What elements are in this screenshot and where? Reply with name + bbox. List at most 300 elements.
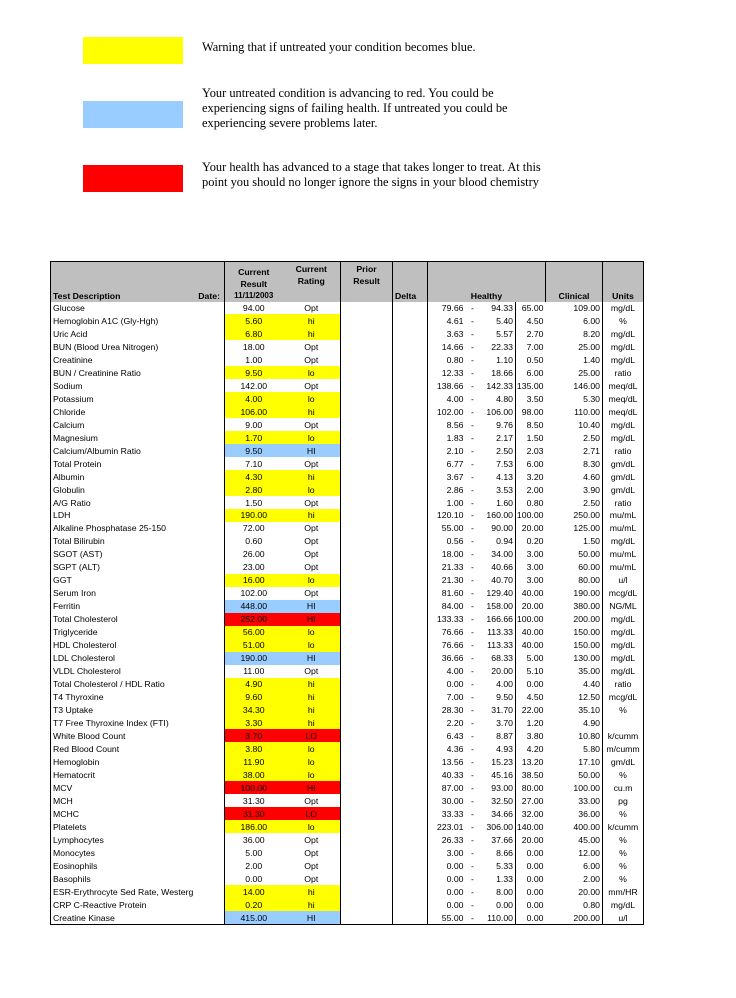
- healthy-low: 102.00: [436, 406, 464, 417]
- result-value: 106.00: [225, 405, 283, 418]
- header-units: Units: [603, 262, 644, 302]
- healthy-low: 138.66: [436, 380, 464, 391]
- units-value: mu/mL: [609, 562, 637, 573]
- rating-value: hi: [283, 405, 341, 418]
- clinical-high: 35.00: [558, 665, 603, 678]
- healthy-high: 18.66: [480, 366, 516, 379]
- result-value: 252.00: [225, 613, 283, 626]
- healthy-dash: -: [471, 445, 474, 456]
- table-row: [51, 327, 644, 340]
- rating-value: Opt: [283, 522, 341, 535]
- rating-value: Opt: [283, 833, 341, 846]
- clinical-low: 7.00: [526, 341, 544, 352]
- clinical-low: 0.80: [526, 497, 544, 508]
- rating-value: Opt: [283, 548, 341, 561]
- clinical-low: 27.00: [521, 795, 544, 806]
- clinical-low: 2.00: [526, 484, 544, 495]
- clinical-dash: [546, 613, 558, 626]
- clinical-dash: [546, 509, 558, 522]
- result-value: 38.00: [225, 768, 283, 781]
- delta-value: [393, 794, 428, 807]
- delta-value: [393, 314, 428, 327]
- prior-result: [341, 561, 393, 574]
- test-name: MCV: [53, 782, 73, 793]
- healthy-low: 21.33: [441, 562, 464, 573]
- test-name: Lymphocytes: [53, 834, 104, 845]
- clinical-low: 20.00: [521, 834, 544, 845]
- healthy-dash: -: [471, 354, 474, 365]
- delta-value: [393, 340, 428, 353]
- healthy-high: 40.70: [480, 574, 516, 587]
- healthy-high: 3.53: [480, 483, 516, 496]
- rating-value: hi: [283, 678, 341, 691]
- test-name: Eosinophils: [53, 860, 98, 871]
- delta-value: [393, 392, 428, 405]
- clinical-low: 3.00: [526, 575, 544, 586]
- prior-result: [341, 898, 393, 911]
- healthy-high: 158.00: [480, 600, 516, 613]
- healthy-low: 0.80: [446, 354, 464, 365]
- healthy-dash: -: [471, 730, 474, 741]
- rating-value: LO: [283, 729, 341, 742]
- result-value: 34.30: [225, 704, 283, 717]
- result-value: 1.70: [225, 431, 283, 444]
- healthy-high: 9.50: [480, 691, 516, 704]
- rating-value: lo: [283, 820, 341, 833]
- result-value: 11.00: [225, 665, 283, 678]
- clinical-low: 40.00: [521, 588, 544, 599]
- healthy-dash: -: [471, 302, 474, 313]
- test-name: Glucose: [53, 302, 85, 313]
- prior-result: [341, 639, 393, 652]
- healthy-high: 106.00: [480, 405, 516, 418]
- prior-result: [341, 548, 393, 561]
- healthy-high: 0.94: [480, 535, 516, 548]
- legend-text-red: Your health has advanced to a stage that takes longer to treat. At this point you should no longer ignore the signs in your blood chemistry: [202, 160, 541, 189]
- clinical-low: 40.00: [521, 627, 544, 638]
- prior-result: [341, 314, 393, 327]
- clinical-dash: [546, 444, 558, 457]
- result-value: 94.00: [225, 302, 283, 315]
- prior-result: [341, 600, 393, 613]
- delta-value: [393, 872, 428, 885]
- table-row: [51, 729, 644, 742]
- units-value: %: [619, 705, 627, 716]
- table-row: [51, 574, 644, 587]
- healthy-dash: -: [471, 328, 474, 339]
- prior-result: [341, 509, 393, 522]
- result-value: 186.00: [225, 820, 283, 833]
- table-row: [51, 794, 644, 807]
- test-name: MCH: [53, 795, 73, 806]
- healthy-dash: -: [471, 510, 474, 521]
- clinical-high: 2.50: [558, 431, 603, 444]
- rating-value: Opt: [283, 587, 341, 600]
- delta-value: [393, 768, 428, 781]
- table-row: [51, 353, 644, 366]
- rating-value: lo: [283, 574, 341, 587]
- prior-result: [341, 846, 393, 859]
- table-row: [51, 872, 644, 885]
- healthy-low: 6.77: [446, 458, 464, 469]
- clinical-low: 20.00: [521, 601, 544, 612]
- healthy-high: 45.16: [480, 768, 516, 781]
- clinical-high: 12.50: [558, 691, 603, 704]
- healthy-dash: -: [471, 588, 474, 599]
- units-value: cu.m: [613, 782, 633, 793]
- rating-value: lo: [283, 768, 341, 781]
- rating-value: Opt: [283, 302, 341, 315]
- result-value: 36.00: [225, 833, 283, 846]
- result-value: 18.00: [225, 340, 283, 353]
- prior-result: [341, 768, 393, 781]
- healthy-dash: -: [471, 497, 474, 508]
- clinical-low: 1.20: [526, 717, 544, 728]
- result-value: 0.00: [225, 872, 283, 885]
- units-value: mg/dL: [610, 302, 636, 313]
- table-row: [51, 704, 644, 717]
- header-date-label: Date:: [198, 290, 220, 301]
- units-value: mg/dL: [610, 627, 636, 638]
- table-row: [51, 652, 644, 665]
- healthy-high: 1.33: [480, 872, 516, 885]
- healthy-low: 55.00: [441, 912, 464, 923]
- table-row: [51, 405, 644, 418]
- healthy-dash: -: [471, 899, 474, 910]
- units-value: meq/dL: [608, 380, 638, 391]
- test-name: SGOT (AST): [53, 549, 103, 560]
- prior-result: [341, 483, 393, 496]
- rating-value: Opt: [283, 872, 341, 885]
- clinical-low: 6.00: [526, 367, 544, 378]
- prior-result: [341, 379, 393, 392]
- healthy-low: 3.00: [446, 847, 464, 858]
- rating-value: hi: [283, 314, 341, 327]
- healthy-low: 7.00: [446, 692, 464, 703]
- test-name: Total Cholesterol / HDL Ratio: [53, 679, 165, 690]
- prior-result: [341, 302, 393, 315]
- healthy-low: 81.60: [441, 588, 464, 599]
- healthy-low: 76.66: [441, 640, 464, 651]
- delta-value: [393, 704, 428, 717]
- clinical-low: 1.50: [526, 432, 544, 443]
- clinical-dash: [546, 457, 558, 470]
- prior-result: [341, 535, 393, 548]
- delta-value: [393, 846, 428, 859]
- healthy-low: 3.67: [446, 471, 464, 482]
- healthy-high: 113.33: [480, 626, 516, 639]
- healthy-dash: -: [471, 860, 474, 871]
- clinical-low: 0.00: [526, 912, 544, 923]
- result-value: 5.60: [225, 314, 283, 327]
- prior-result: [341, 872, 393, 885]
- units-value: ratio: [614, 367, 632, 378]
- table-row: [51, 665, 644, 678]
- units-value: %: [619, 834, 627, 845]
- delta-value: [393, 327, 428, 340]
- healthy-dash: -: [471, 640, 474, 651]
- delta-value: [393, 353, 428, 366]
- table-row: [51, 587, 644, 600]
- clinical-low: 38.50: [521, 769, 544, 780]
- delta-value: [393, 742, 428, 755]
- lab-results-table: [50, 261, 644, 925]
- delta-value: [393, 613, 428, 626]
- clinical-dash: [546, 704, 558, 717]
- units-value: k/cumm: [607, 730, 639, 741]
- test-name: GGT: [53, 575, 72, 586]
- units-value: mu/mL: [609, 549, 637, 560]
- units-value: mg/dL: [610, 419, 636, 430]
- clinical-high: 80.00: [558, 574, 603, 587]
- clinical-high: 125.00: [558, 522, 603, 535]
- units-value: gm/dL: [610, 458, 636, 469]
- prior-result: [341, 418, 393, 431]
- result-value: 72.00: [225, 522, 283, 535]
- clinical-high: 50.00: [558, 548, 603, 561]
- clinical-high: 8.20: [558, 327, 603, 340]
- delta-value: [393, 535, 428, 548]
- clinical-low: 100.00: [516, 510, 544, 521]
- units-value: %: [619, 769, 627, 780]
- clinical-high: 45.00: [558, 833, 603, 846]
- rating-value: lo: [283, 366, 341, 379]
- test-name: Total Protein: [53, 458, 102, 469]
- rating-value: lo: [283, 392, 341, 405]
- healthy-low: 12.33: [441, 367, 464, 378]
- prior-result: [341, 781, 393, 794]
- healthy-high: 90.00: [480, 522, 516, 535]
- clinical-high: 150.00: [558, 639, 603, 652]
- clinical-low: 0.20: [526, 536, 544, 547]
- table-row: [51, 820, 644, 833]
- test-name: White Blood Count: [53, 730, 126, 741]
- table-row: [51, 431, 644, 444]
- healthy-dash: -: [471, 821, 474, 832]
- prior-result: [341, 340, 393, 353]
- test-name: T3 Uptake: [53, 705, 94, 716]
- legend-swatch-blue: [83, 101, 183, 128]
- delta-value: [393, 833, 428, 846]
- healthy-low: 40.33: [441, 769, 464, 780]
- table-row: [51, 717, 644, 730]
- clinical-low: 0.00: [526, 873, 544, 884]
- healthy-dash: -: [471, 380, 474, 391]
- test-name: Sodium: [53, 380, 83, 391]
- healthy-high: 34.00: [480, 548, 516, 561]
- healthy-low: 1.00: [446, 497, 464, 508]
- prior-result: [341, 652, 393, 665]
- healthy-high: 8.87: [480, 729, 516, 742]
- test-name: BUN (Blood Urea Nitrogen): [53, 341, 159, 352]
- healthy-high: 32.50: [480, 794, 516, 807]
- healthy-high: 113.33: [480, 639, 516, 652]
- table-row: [51, 833, 644, 846]
- table-row: [51, 678, 644, 691]
- result-value: 0.60: [225, 535, 283, 548]
- clinical-dash: [546, 781, 558, 794]
- rating-value: hi: [283, 704, 341, 717]
- healthy-dash: -: [471, 847, 474, 858]
- clinical-high: 190.00: [558, 587, 603, 600]
- healthy-dash: -: [471, 575, 474, 586]
- header-prior-result-label: Prior Result: [353, 264, 380, 286]
- healthy-low: 30.00: [441, 795, 464, 806]
- prior-result: [341, 794, 393, 807]
- healthy-low: 4.00: [446, 666, 464, 677]
- delta-value: [393, 691, 428, 704]
- healthy-low: 0.00: [446, 886, 464, 897]
- test-name: Serum Iron: [53, 588, 96, 599]
- clinical-low: 4.20: [526, 743, 544, 754]
- clinical-low: 3.20: [526, 471, 544, 482]
- result-value: 56.00: [225, 626, 283, 639]
- units-value: NG/ML: [609, 601, 637, 612]
- delta-value: [393, 678, 428, 691]
- healthy-high: 15.23: [480, 755, 516, 768]
- prior-result: [341, 457, 393, 470]
- healthy-low: 84.00: [441, 601, 464, 612]
- clinical-dash: [546, 768, 558, 781]
- units-value: [603, 717, 644, 730]
- healthy-dash: -: [471, 627, 474, 638]
- healthy-dash: -: [471, 769, 474, 780]
- rating-value: lo: [283, 483, 341, 496]
- test-name: BUN / Creatinine Ratio: [53, 367, 141, 378]
- healthy-low: 2.86: [446, 484, 464, 495]
- healthy-dash: -: [471, 406, 474, 417]
- healthy-low: 4.36: [446, 743, 464, 754]
- units-value: mg/dL: [610, 328, 636, 339]
- clinical-high: 380.00: [558, 600, 603, 613]
- result-value: 1.00: [225, 353, 283, 366]
- rating-value: Opt: [283, 496, 341, 509]
- prior-result: [341, 405, 393, 418]
- healthy-high: 142.33: [480, 379, 516, 392]
- delta-value: [393, 898, 428, 911]
- result-value: 51.00: [225, 639, 283, 652]
- result-value: 4.30: [225, 470, 283, 483]
- healthy-high: 9.76: [480, 418, 516, 431]
- healthy-high: 94.33: [480, 302, 516, 315]
- clinical-low: 2.70: [526, 328, 544, 339]
- healthy-dash: -: [471, 562, 474, 573]
- units-value: mu/mL: [609, 523, 637, 534]
- clinical-low: 80.00: [521, 782, 544, 793]
- delta-value: [393, 820, 428, 833]
- delta-value: [393, 522, 428, 535]
- delta-value: [393, 911, 428, 924]
- prior-result: [341, 366, 393, 379]
- prior-result: [341, 327, 393, 340]
- clinical-dash: [546, 302, 558, 315]
- clinical-dash: [546, 717, 558, 730]
- clinical-dash: [546, 652, 558, 665]
- healthy-dash: -: [471, 834, 474, 845]
- healthy-low: 8.56: [446, 419, 464, 430]
- result-value: 16.00: [225, 574, 283, 587]
- clinical-high: 110.00: [558, 405, 603, 418]
- test-name: LDL Cholesterol: [53, 653, 115, 664]
- clinical-low: 32.00: [521, 808, 544, 819]
- healthy-dash: -: [471, 756, 474, 767]
- units-value: meq/dL: [608, 406, 638, 417]
- healthy-high: 40.66: [480, 561, 516, 574]
- healthy-high: 5.33: [480, 859, 516, 872]
- result-value: 26.00: [225, 548, 283, 561]
- result-value: 190.00: [225, 652, 283, 665]
- test-name: VLDL Cholesterol: [53, 666, 121, 677]
- rating-value: hi: [283, 898, 341, 911]
- healthy-high: 306.00: [480, 820, 516, 833]
- table-row: [51, 755, 644, 768]
- clinical-low: 98.00: [521, 406, 544, 417]
- rating-value: lo: [283, 626, 341, 639]
- healthy-dash: -: [471, 808, 474, 819]
- rating-value: hi: [283, 509, 341, 522]
- clinical-dash: [546, 626, 558, 639]
- clinical-low: 3.00: [526, 562, 544, 573]
- units-value: mm/HR: [608, 886, 638, 897]
- clinical-high: 60.00: [558, 561, 603, 574]
- healthy-dash: -: [471, 873, 474, 884]
- clinical-dash: [546, 820, 558, 833]
- healthy-dash: -: [471, 315, 474, 326]
- delta-value: [393, 665, 428, 678]
- table-header-row: [51, 262, 644, 302]
- clinical-dash: [546, 587, 558, 600]
- prior-result: [341, 587, 393, 600]
- prior-result: [341, 742, 393, 755]
- clinical-low: 20.00: [521, 523, 544, 534]
- rating-value: hi: [283, 885, 341, 898]
- table-row: [51, 613, 644, 626]
- clinical-dash: [546, 392, 558, 405]
- result-value: 100.00: [225, 781, 283, 794]
- delta-value: [393, 302, 428, 315]
- healthy-low: 133.33: [436, 614, 464, 625]
- clinical-dash: [546, 561, 558, 574]
- healthy-dash: -: [471, 795, 474, 806]
- result-value: 2.00: [225, 859, 283, 872]
- units-value: mg/dL: [610, 536, 636, 547]
- clinical-dash: [546, 340, 558, 353]
- clinical-low: 3.00: [526, 549, 544, 560]
- clinical-dash: [546, 522, 558, 535]
- clinical-high: 400.00: [558, 820, 603, 833]
- test-name: Hemoglobin: [53, 756, 100, 767]
- rating-value: Opt: [283, 340, 341, 353]
- result-value: 9.50: [225, 366, 283, 379]
- units-value: mg/dL: [610, 614, 636, 625]
- healthy-high: 4.93: [480, 742, 516, 755]
- healthy-high: 5.40: [480, 314, 516, 327]
- healthy-low: 3.63: [446, 328, 464, 339]
- healthy-dash: -: [471, 601, 474, 612]
- rating-value: Opt: [283, 379, 341, 392]
- clinical-high: 146.00: [558, 379, 603, 392]
- healthy-dash: -: [471, 536, 474, 547]
- table-row: [51, 340, 644, 353]
- healthy-dash: -: [471, 886, 474, 897]
- healthy-high: 0.00: [480, 898, 516, 911]
- clinical-dash: [546, 755, 558, 768]
- healthy-low: 76.66: [441, 627, 464, 638]
- test-name: Calcium: [53, 419, 85, 430]
- delta-value: [393, 457, 428, 470]
- result-value: 4.00: [225, 392, 283, 405]
- result-value: 1.50: [225, 496, 283, 509]
